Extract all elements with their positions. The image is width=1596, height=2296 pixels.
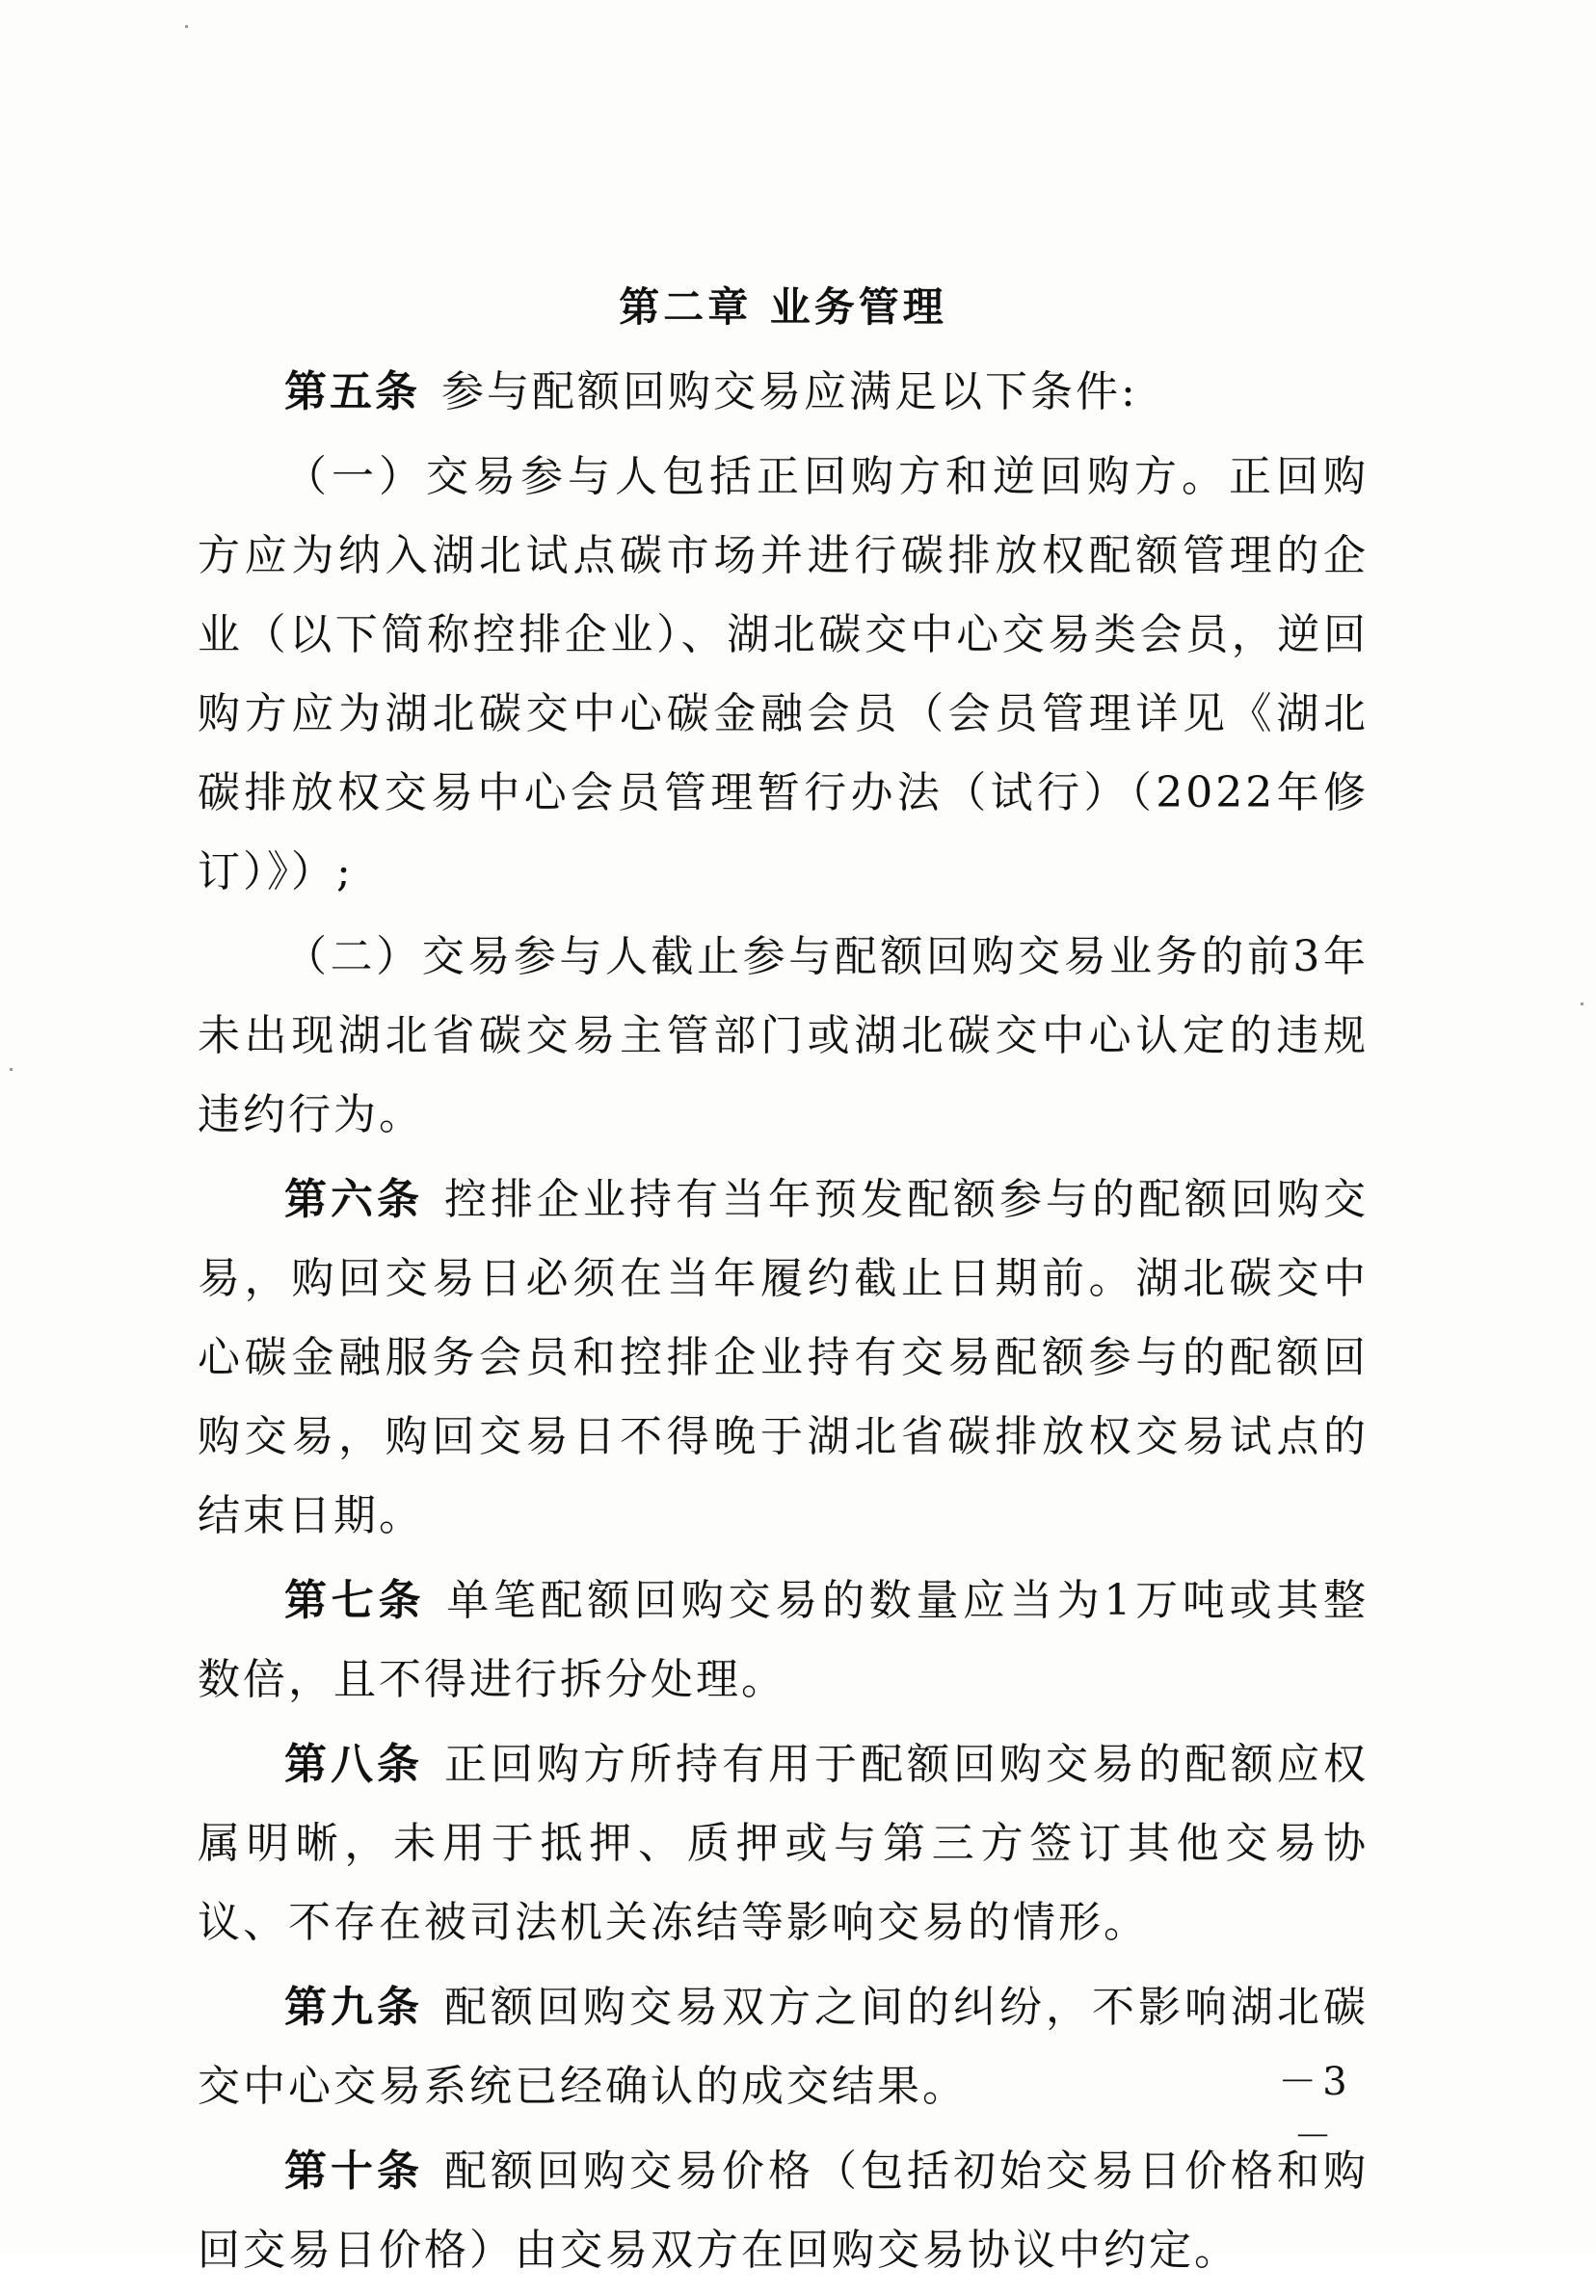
article-paragraph	[198, 1968, 1369, 2126]
clause-text: （二）交易参与人截止参与配额回购交易业务的前3年未出现湖北省碳交易主管部门或湖北碳交中心认定的违规违约行为。	[198, 932, 1369, 1139]
chapter-title: 第二章 业务管理	[619, 283, 947, 331]
article-number: 第六条	[284, 1175, 423, 1224]
article-number: 第五条	[284, 367, 420, 416]
clause-text: （一）交易参与人包括正回购方和逆回购方。正回购方应为纳入湖北试点碳市场并进行碳排放权配额管理的企业（以下简称控排企业）、湖北碳交中心交易类会员，逆回购方应为湖北碳交中心碳金融会员（会员管理详见《湖北碳排放权交易中心会员管理暂行办法（试行）（2022年修订）》）;	[198, 452, 1369, 896]
article-number: 第九条	[284, 1983, 423, 2032]
page-number: －3－	[1278, 2060, 1353, 2159]
article-paragraph	[198, 1161, 1369, 1556]
document-body	[198, 280, 1369, 2296]
article-text: 配额回购交易价格（包括初始交易日价格和购回交易日价格）由交易双方在回购交易协议中约定。	[198, 2147, 1369, 2275]
clause-paragraph	[198, 438, 1369, 912]
article-paragraph	[198, 2132, 1369, 2290]
scan-speck	[1581, 1002, 1583, 1005]
article-number: 第十条	[284, 2147, 423, 2196]
article-paragraph	[198, 1725, 1369, 1962]
article-paragraph	[198, 353, 1369, 432]
article-number: 第八条	[284, 1740, 423, 1789]
clause-paragraph	[198, 918, 1369, 1155]
article-text: 单笔配额回购交易的数量应当为1万吨或其整数倍，且不得进行拆分处理。	[198, 1576, 1369, 1704]
article-number: 第七条	[284, 1576, 426, 1625]
article-text: 正回购方所持有用于配额回购交易的配额应权属明晰，未用于抵押、质押或与第三方签订其他交易协议、不存在被司法机关冻结等影响交易的情形。	[198, 1740, 1369, 1947]
scan-speck	[10, 1068, 13, 1071]
article-text: 参与配额回购交易应满足以下条件:	[441, 367, 1138, 416]
article-text: 配额回购交易双方之间的纠纷，不影响湖北碳交中心交易系统已经确认的成交结果。	[198, 1983, 1369, 2111]
article-text: 控排企业持有当年预发配额参与的配额回购交易，购回交易日必须在当年履约截止日期前。湖北碳交中心碳金融服务会员和控排企业持有交易配额参与的配额回购交易，购回交易日不得晚于湖北省碳排放权交易试点的结束日期。	[198, 1175, 1369, 1540]
scan-speck	[185, 25, 188, 28]
article-paragraph	[198, 1562, 1369, 1720]
